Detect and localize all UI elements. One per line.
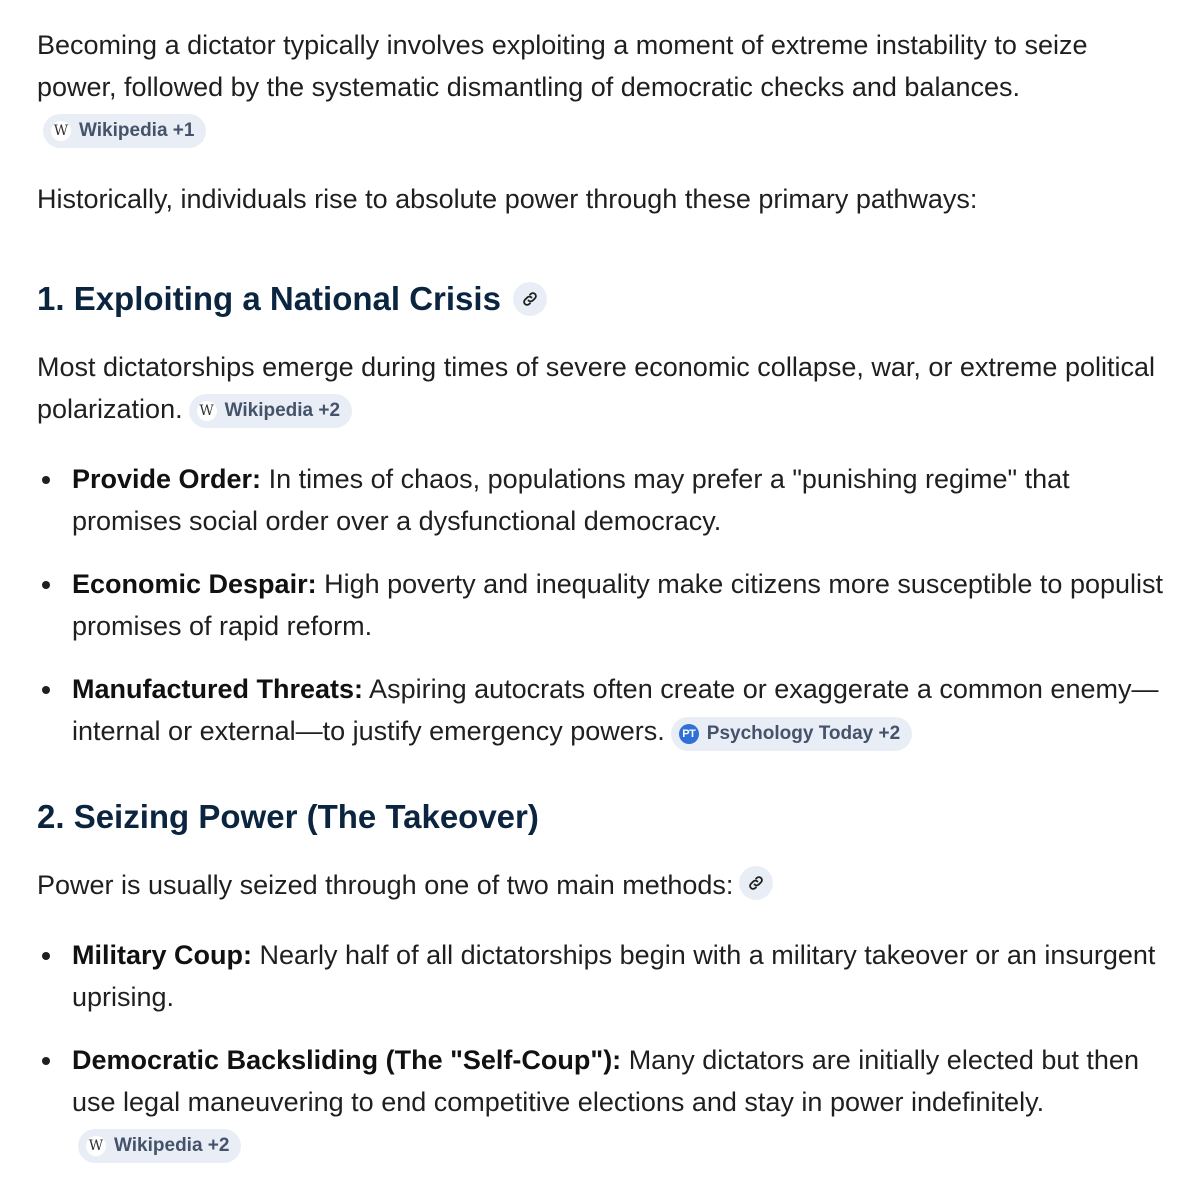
list-item-text: Nearly half of all dictatorships begin with a military takeover or an insurgent uprising. bbox=[72, 940, 1156, 1012]
section-heading bbox=[37, 794, 1164, 840]
bullet-list bbox=[37, 458, 1164, 752]
list-item-term: Economic Despair: bbox=[72, 569, 317, 599]
lead-paragraph: Historically, individuals rise to absolute power through these primary pathways: bbox=[37, 184, 978, 214]
wikipedia-icon: W bbox=[51, 121, 71, 141]
section-paragraph bbox=[37, 864, 1164, 906]
list-item-term: Military Coup: bbox=[72, 940, 252, 970]
bullet-list bbox=[37, 934, 1164, 1165]
source-chip-label: Wikipedia +1 bbox=[79, 120, 195, 141]
list-item bbox=[72, 458, 1164, 542]
list-item-text: Many dictators are initially elected but then use legal maneuvering to end competitive elections and stay in power indefinitely. bbox=[72, 1045, 1139, 1117]
list-item-term: Manufactured Threats: bbox=[72, 674, 364, 704]
list-item bbox=[72, 668, 1164, 752]
source-chip[interactable] bbox=[671, 717, 912, 751]
section-heading bbox=[37, 276, 1164, 322]
list-item bbox=[72, 934, 1164, 1018]
wikipedia-icon: W bbox=[86, 1136, 106, 1156]
source-chip[interactable] bbox=[78, 1129, 241, 1163]
wikipedia-icon: W bbox=[197, 401, 217, 421]
link-icon bbox=[521, 290, 539, 308]
intro-text: Becoming a dictator typically involves exploiting a moment of extreme instability to seize power, followed by the systematic dismantling of democratic checks and balances. bbox=[37, 30, 1088, 102]
psychology-today-icon: PT bbox=[679, 724, 699, 744]
list-item-text: In times of chaos, populations may prefer a "punishing regime" that promises social order over a dysfunctional democracy. bbox=[72, 464, 1070, 536]
source-chip-label: Psychology Today +2 bbox=[706, 723, 901, 744]
section-heading-text: 1. Exploiting a National Crisis bbox=[37, 280, 501, 317]
section-paragraph-text: Power is usually seized through one of two main methods: bbox=[37, 870, 734, 900]
section-heading-text: 2. Seizing Power (The Takeover) bbox=[37, 798, 539, 835]
list-item-term: Democratic Backsliding (The "Self-Coup"): bbox=[72, 1045, 622, 1075]
source-chip[interactable] bbox=[189, 394, 352, 428]
list-item-term: Provide Order: bbox=[72, 464, 262, 494]
copy-link-button[interactable] bbox=[739, 866, 773, 900]
list-item bbox=[72, 1039, 1164, 1165]
source-chip-label: Wikipedia +2 bbox=[224, 400, 341, 421]
list-item-text: Aspiring autocrats often create or exaggerate a common enemy—internal or external—to justify emergency powers. bbox=[72, 674, 1159, 746]
section-paragraph bbox=[37, 346, 1164, 430]
list-item-text: High poverty and inequality make citizens more susceptible to populist promises of rapid reform. bbox=[72, 569, 1164, 641]
section-paragraph-text: Most dictatorships emerge during times of severe economic collapse, war, or extreme political polarization. bbox=[37, 352, 1155, 424]
intro-paragraph bbox=[37, 24, 1164, 150]
link-icon bbox=[747, 874, 765, 892]
copy-link-button[interactable] bbox=[513, 282, 547, 316]
source-chip-label: Wikipedia +2 bbox=[114, 1135, 230, 1156]
list-item bbox=[72, 563, 1164, 647]
source-chip[interactable] bbox=[43, 114, 206, 148]
